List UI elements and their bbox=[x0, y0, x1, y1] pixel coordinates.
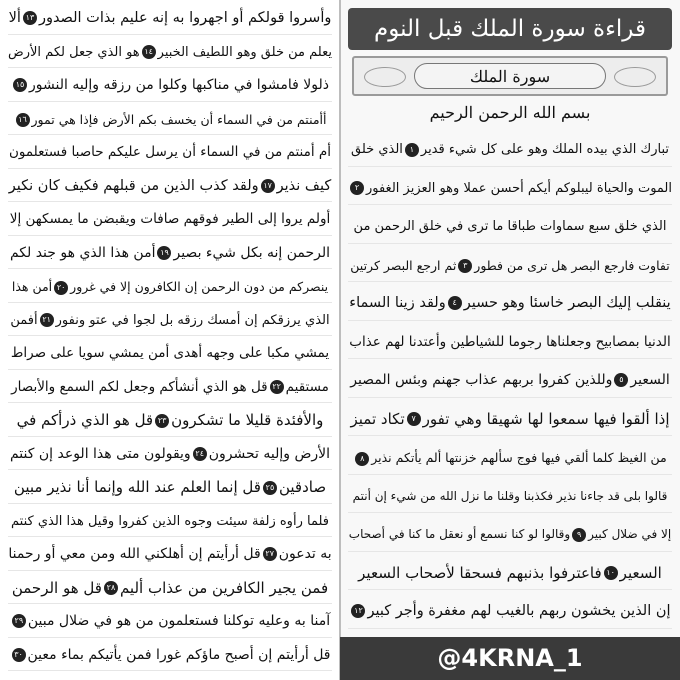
text-line bbox=[8, 71, 332, 102]
ayah-number-marker: ٥ bbox=[614, 373, 628, 387]
text-line bbox=[8, 473, 332, 504]
verse-text: كيف نذير bbox=[276, 177, 332, 194]
verse-text-continued: ويقولون متى هذا الوعد إن كنتم bbox=[9, 445, 191, 462]
verse-text: مستقيم bbox=[285, 378, 329, 395]
verse-text: الذي خلق سبع سماوات طباقا ما ترى في خلق الرحمن من bbox=[353, 219, 667, 234]
verse-text-continued: وللذين كفروا بربهم عذاب جهنم وبئس المصير bbox=[350, 372, 613, 388]
left-ornament-icon bbox=[364, 67, 406, 87]
verse-text: يمشي مكبا على وجهه أهدى أمن يمشي سويا على صراط bbox=[10, 345, 330, 361]
text-line bbox=[348, 250, 672, 283]
surah-name: سورة الملك bbox=[414, 63, 606, 89]
verse-text-continued: أمن هذا الذي هو جند لكم bbox=[9, 244, 156, 261]
ayah-number-marker: ٢٨ bbox=[104, 581, 118, 595]
verse-text: صادقين bbox=[278, 478, 327, 496]
verse-text: ينقلب إليك البصر خاسئا وهو حسير bbox=[463, 295, 671, 311]
ayah-number-marker: ٢٧ bbox=[263, 547, 277, 561]
text-line bbox=[8, 607, 332, 638]
text-line bbox=[8, 239, 332, 270]
verse-text: الأرض وإليه تحشرون bbox=[208, 445, 330, 462]
ayah-number-marker: ٢٤ bbox=[193, 447, 207, 461]
verse-text-continued: قل إنما العلم عند الله وإنما أنا نذير مبين bbox=[13, 478, 261, 496]
verse-text-continued: ثم ارجع البصر كرتين bbox=[350, 257, 457, 273]
verse-text: ينصركم من دون الرحمن إن الكافرون إلا في غرور bbox=[70, 279, 329, 294]
text-line bbox=[8, 306, 332, 337]
verse-text: وأسروا قولكم أو اجهروا به إنه عليم بذات الصدور bbox=[38, 10, 332, 26]
text-line bbox=[8, 272, 332, 303]
text-line bbox=[8, 138, 332, 169]
verse-text: أأمنتم من في السماء أن يخسف بكم الأرض فإذا هي تمور bbox=[31, 111, 327, 127]
verse-text: قل أرأيتم إن أصبح ماؤكم غورا فمن يأتيكم بماء معين bbox=[27, 646, 331, 663]
verse-text: إن الذين يخشون ربهم بالغيب لهم مغفرة وأجر كبير bbox=[367, 603, 671, 619]
text-line bbox=[348, 481, 672, 514]
verse-text-continued: قل هو الرحمن bbox=[11, 578, 102, 597]
text-line bbox=[348, 134, 672, 167]
verse-text: الرحمن إنه بكل شيء بصير bbox=[173, 244, 331, 261]
text-line bbox=[348, 558, 672, 591]
ayah-number-marker: ٣٠ bbox=[12, 648, 26, 662]
ayah-number-marker: ٢٥ bbox=[263, 481, 277, 495]
left-text-column bbox=[8, 4, 332, 676]
text-line bbox=[348, 365, 672, 398]
ayah-number-marker: ١ bbox=[405, 143, 419, 157]
verse-text: الموت والحياة ليبلوكم أيكم أحسن عملا وهو العزيز الغفور bbox=[365, 180, 672, 196]
verse-text: فمن يجير الكافرين من عذاب أليم bbox=[119, 578, 329, 597]
verse-text: السعير bbox=[619, 563, 662, 582]
right-text-column bbox=[348, 134, 672, 638]
ayah-number-marker: ١٧ bbox=[261, 179, 275, 193]
text-line bbox=[8, 339, 332, 370]
ayah-number-marker: ١٤ bbox=[142, 45, 156, 59]
verse-text: الذي يرزقكم إن أمسك رزقه بل لجوا في عتو ونفور bbox=[55, 312, 330, 328]
verse-text: السعير bbox=[630, 372, 670, 388]
verse-text-continued: فاعترفوا بذنبهم فسحقا لأصحاب السعير bbox=[358, 563, 602, 582]
text-line bbox=[8, 540, 332, 571]
verse-text: أم أمنتم من في السماء أن يرسل عليكم حاصبا فستعلمون bbox=[8, 144, 332, 160]
text-line bbox=[348, 327, 672, 360]
text-line bbox=[348, 519, 672, 552]
ayah-number-marker: ٨ bbox=[355, 452, 369, 466]
verse-text: أولم يروا إلى الطير فوقهم صافات ويقبضن ما يمسكهن إلا bbox=[9, 211, 331, 227]
verse-text: تفاوت فارجع البصر هل ترى من فطور bbox=[474, 257, 670, 273]
verse-text-continued: ولقد زينا السماء bbox=[349, 295, 446, 311]
verse-text-continued: قل أرأيتم إن أهلكني الله ومن معي أو رحمنا bbox=[8, 546, 261, 562]
verse-text: قالوا بلى قد جاءنا نذير فكذبنا وقلنا ما نزل الله من شيء إن أنتم bbox=[352, 488, 668, 503]
verse-text: يعلم من خلق وهو اللطيف الخبير bbox=[157, 44, 332, 60]
ayah-number-marker: ٢ bbox=[350, 181, 364, 195]
verse-text-continued: وقالوا لو كنا نسمع أو نعقل ما كنا في أصحاب bbox=[348, 527, 571, 541]
verse-text: الدنيا بمصابيح وجعلناها رجوما للشياطين وأعتدنا لهم عذاب bbox=[349, 333, 671, 350]
verse-text-continued: تكاد تميز bbox=[350, 409, 405, 428]
ayah-number-marker: ٧ bbox=[407, 412, 421, 426]
surah-header bbox=[352, 56, 668, 96]
verse-text: به تدعون bbox=[278, 546, 332, 562]
account-handle: @4KRNA_1 bbox=[437, 644, 583, 672]
text-line bbox=[348, 173, 672, 206]
verse-text: ذلولا فامشوا في مناكبها وكلوا من رزقه وإليه النشور bbox=[29, 77, 329, 93]
page-divider bbox=[339, 0, 341, 680]
right-ornament-icon bbox=[614, 67, 656, 87]
verse-text-continued: ألا bbox=[8, 10, 21, 26]
ayah-number-marker: ١٥ bbox=[13, 78, 27, 92]
text-line bbox=[8, 507, 332, 538]
text-line bbox=[8, 105, 332, 136]
text-line bbox=[8, 205, 332, 236]
verse-text-continued: هو الذي جعل لكم الأرض bbox=[8, 44, 140, 60]
ayah-number-marker: ٣ bbox=[458, 259, 472, 273]
ayah-number-marker: ٢٩ bbox=[12, 614, 26, 628]
text-line bbox=[8, 38, 332, 69]
ayah-number-marker: ١٢ bbox=[351, 604, 365, 618]
verse-text-continued: أمن هذا bbox=[11, 279, 53, 294]
ayah-number-marker: ١٩ bbox=[157, 246, 171, 260]
ayah-number-marker: ١٣ bbox=[23, 11, 37, 25]
verse-text: من الغيظ كلما ألقي فيها فوج سألهم خزنتها ألم يأتكم نذير bbox=[371, 450, 667, 465]
text-line bbox=[348, 211, 672, 244]
text-line bbox=[8, 440, 332, 471]
text-line bbox=[348, 442, 672, 475]
verse-text: تبارك الذي بيده الملك وهو على كل شيء قدير bbox=[420, 142, 669, 157]
ayah-number-marker: ٤ bbox=[448, 296, 462, 310]
verse-text: فلما رأوه زلفة سيئت وجوه الذين كفروا وقيل هذا الذي كنتم bbox=[11, 513, 329, 529]
text-line bbox=[8, 172, 332, 203]
ayah-number-marker: ٢١ bbox=[40, 313, 54, 327]
verse-text-continued: قل هو الذي أنشأكم وجعل لكم السمع والأبصار bbox=[11, 378, 268, 395]
verse-text: إلا في ضلال كبير bbox=[588, 527, 672, 541]
ayah-number-marker: ٩ bbox=[572, 528, 586, 542]
ayah-number-marker: ١٦ bbox=[16, 113, 30, 127]
verse-text-continued: قل هو الذي ذرأكم في bbox=[16, 411, 154, 429]
verse-text-continued: الذي خلق bbox=[351, 142, 403, 157]
verse-text-continued: ولقد كذب الذين من قبلهم فكيف كان نكير bbox=[8, 177, 259, 194]
ayah-number-marker: ٢٢ bbox=[270, 380, 284, 394]
ayah-number-marker: ٢٣ bbox=[155, 414, 169, 428]
ayah-number-marker: ٢٠ bbox=[54, 281, 68, 295]
verse-text: إذا ألقوا فيها سمعوا لها شهيقا وهي تفور bbox=[422, 409, 670, 428]
title-banner: قراءة سورة الملك قبل النوم bbox=[348, 8, 672, 50]
verse-text-continued: أفمن bbox=[10, 312, 38, 328]
ayah-number-marker: ١٠ bbox=[604, 566, 618, 580]
text-line bbox=[8, 4, 332, 35]
text-line bbox=[8, 641, 332, 672]
basmala: بسم الله الرحمن الرحيم bbox=[429, 103, 591, 122]
text-line bbox=[8, 406, 332, 437]
verse-text: والأفئدة قليلا ما تشكرون bbox=[171, 411, 324, 429]
text-line bbox=[348, 288, 672, 321]
text-line bbox=[8, 574, 332, 605]
text-line bbox=[8, 373, 332, 404]
text-line bbox=[348, 596, 672, 629]
verse-text: آمنا به وعليه توكلنا فستعلمون من هو في ضلال مبين bbox=[27, 613, 331, 629]
text-line bbox=[348, 404, 672, 437]
